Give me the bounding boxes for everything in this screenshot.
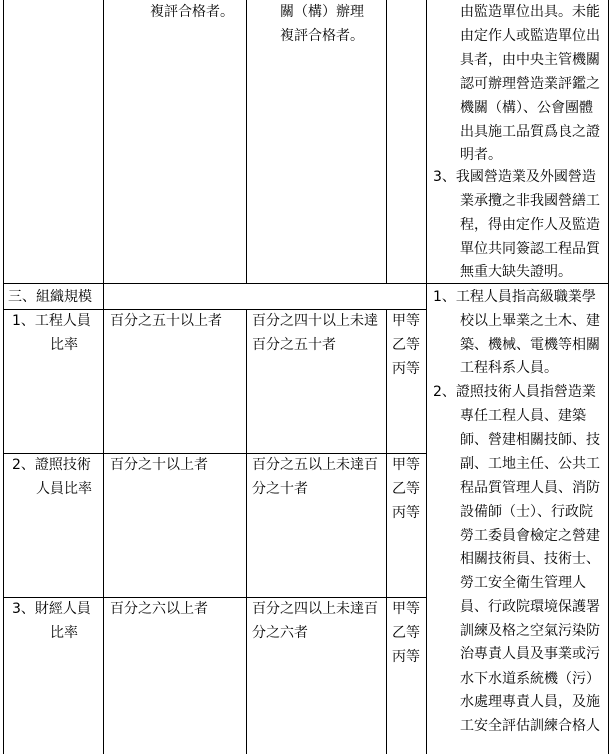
row-requirement-b: 百分之五以上未達百 — [252, 457, 378, 473]
section-note-line: 程品質管理人員、消防 — [460, 480, 600, 496]
section-label: 三、組織規模 — [8, 289, 92, 305]
section-note-line: 治專責人員及事業或污 — [460, 646, 600, 662]
row-requirement-b: 百分之五十者 — [252, 337, 336, 353]
column-divider-a — [246, 0, 247, 283]
section-note-line: 專任工程人員、建築 — [460, 408, 586, 424]
continued-requirement-a: 複評合格者。 — [150, 4, 234, 20]
section-note-line: 築、機械、電機等相關 — [460, 337, 600, 353]
section-note-line: 相關技術員、技術士、 — [460, 551, 600, 567]
row-item-label: 3、財經人員 — [12, 601, 91, 617]
row-grade: 乙等 — [392, 481, 420, 497]
row-grade: 丙等 — [392, 505, 420, 521]
row-divider — [3, 453, 427, 454]
row-requirement-b: 分之六者 — [252, 625, 308, 641]
column-divider-a — [246, 309, 247, 754]
continued-note-line: 無重大缺失證明。 — [460, 264, 572, 280]
continued-note-line: 出具施工品質爲良之證 — [460, 124, 600, 140]
continued-note-line: 單位共同簽認工程品質 — [460, 241, 600, 257]
section-note-line: 校以上畢業之土木、建 — [460, 313, 600, 329]
row-grade: 乙等 — [392, 625, 420, 641]
row-grade: 丙等 — [392, 649, 420, 665]
section-note-line: 勞工安全衛生管理人 — [460, 575, 586, 591]
section-note-line: 工程科系人員。 — [460, 360, 558, 376]
continued-note-line: 程，得由定作人及監造 — [460, 217, 600, 233]
continued-note-line: 由定作人或監造單位出 — [460, 28, 600, 44]
row-requirement-a: 百分之五十以上者 — [110, 313, 222, 329]
section-note-line: 1、工程人員指高級職業學 — [433, 289, 596, 305]
row-grade: 甲等 — [392, 313, 420, 329]
row-requirement-a: 百分之十以上者 — [110, 457, 208, 473]
section-note-line: 員、行政院環境保護署 — [460, 599, 600, 615]
continued-requirement-b: 複評合格者。 — [280, 28, 364, 44]
row-item-label: 比率 — [50, 337, 78, 353]
row-requirement-b: 分之十者 — [252, 481, 308, 497]
section-note-line: 水處理專責人員，及施 — [460, 694, 600, 710]
row-grade: 乙等 — [392, 337, 420, 353]
section-note-line: 師、營建相關技師、技 — [460, 432, 600, 448]
continued-note-line: 明者。 — [460, 147, 502, 163]
continued-note-line: 由監造單位出具。未能 — [460, 4, 600, 20]
row-divider — [3, 309, 427, 310]
column-divider-b — [386, 0, 387, 283]
section-note-line: 工安全評估訓練合格人 — [460, 718, 600, 734]
column-divider-grade — [426, 0, 427, 754]
row-requirement-b: 百分之四十以上未達 — [252, 313, 378, 329]
column-divider-item — [103, 0, 104, 754]
table-border-right — [608, 0, 609, 754]
section-note-line: 水下水道系統機（污） — [460, 671, 600, 687]
section-note-line: 2、證照技術人員指營造業 — [433, 384, 596, 400]
section-note-line: 訓練及格之空氣污染防 — [460, 623, 600, 639]
row-requirement-a: 百分之六以上者 — [110, 601, 208, 617]
continued-note-line: 認可辦理營造業評鑑之 — [460, 76, 600, 92]
column-divider-b — [386, 309, 387, 754]
row-grade: 丙等 — [392, 361, 420, 377]
row-divider-section — [3, 283, 609, 284]
table-border-left — [3, 0, 4, 754]
row-grade: 甲等 — [392, 601, 420, 617]
row-requirement-b: 百分之四以上未達百 — [252, 601, 378, 617]
section-note-line: 勞工委員會檢定之營建 — [460, 528, 600, 544]
row-item-label: 比率 — [50, 625, 78, 641]
row-grade: 甲等 — [392, 457, 420, 473]
continued-note-line: 3、我國營造業及外國營造 — [433, 169, 596, 185]
section-note-line: 副、工地主任、公共工 — [460, 456, 600, 472]
row-item-label: 1、工程人員 — [12, 313, 91, 329]
continued-note-line: 具者，由中央主管機關 — [460, 52, 600, 68]
row-item-label: 2、證照技術 — [12, 457, 91, 473]
section-note-line: 設備師（士）、行政院 — [460, 504, 593, 520]
row-item-label: 人員比率 — [36, 481, 92, 497]
continued-note-line: 業承攬之非我國營繕工 — [460, 193, 600, 209]
continued-note-line: 機關（構）、公會團體 — [460, 100, 593, 116]
row-divider — [3, 597, 427, 598]
continued-requirement-b: 關（構）辦理 — [280, 4, 364, 20]
